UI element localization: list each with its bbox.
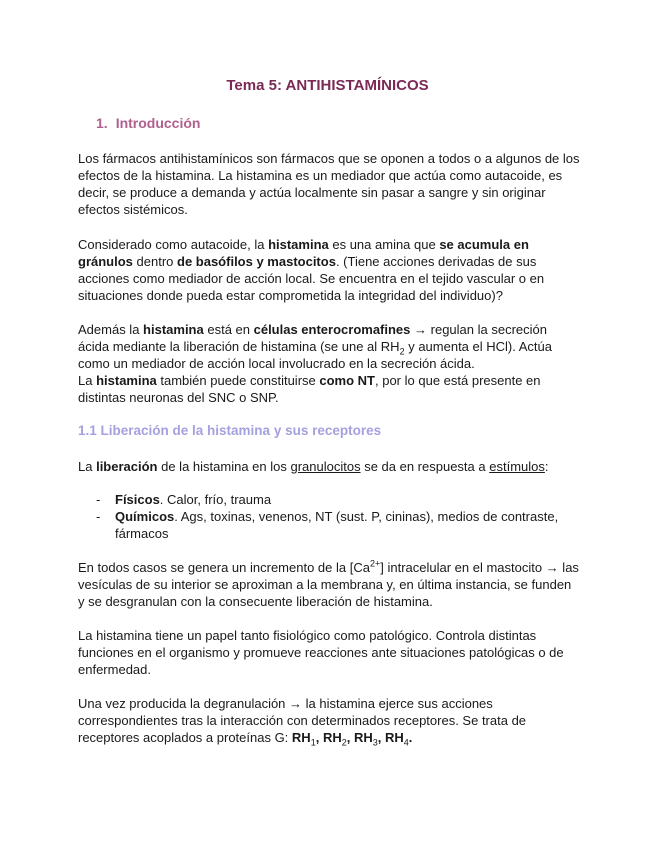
underlined-term: granulocitos	[290, 459, 361, 474]
paragraph-enterocromafines	[78, 321, 580, 406]
bold-term: células enterocromafines	[253, 322, 411, 337]
section-label: Introducción	[115, 115, 201, 131]
text-run: :	[544, 459, 549, 474]
text-run: ] intracelular en el mastocito → las vesículas de su interior se aproximan a la membrana y, en última instancia, se funden y se desgranulan con la consecuente liberación de histamina.	[78, 560, 579, 609]
bold-term: como NT	[319, 373, 375, 388]
text-run: dentro	[132, 254, 177, 269]
list-item	[96, 508, 582, 542]
receptor-label: RH	[353, 730, 373, 745]
paragraph-calcio	[78, 559, 580, 610]
bold-term: histamina	[143, 322, 204, 337]
separator: ,	[346, 730, 354, 745]
bold-term: se acumula en gránulos	[78, 237, 529, 269]
text-run: . Ags, toxinas, venenos, NT (sust. P, cininas), medios de contraste, fármacos	[115, 509, 559, 541]
separator: ,	[315, 730, 323, 745]
receptor-label: RH	[385, 730, 404, 745]
subscript: 2	[399, 346, 405, 357]
text-run: La	[78, 459, 97, 474]
text-run: Además la	[78, 322, 144, 337]
paragraph-papel: La histamina tiene un papel tanto fisiológico como patológico. Controla distintas funciones en el organismo y promueve reacciones ante situaciones patológicas o de enfermedad.	[78, 628, 564, 677]
text-run: se da en respuesta a	[360, 459, 490, 474]
section-heading-introduccion	[96, 115, 200, 131]
bold-term: histamina	[268, 237, 329, 252]
section-number: 1.	[96, 115, 108, 131]
bold-term: Químicos	[115, 509, 175, 524]
text-run: es una amina que	[328, 237, 440, 252]
text-run: está en	[203, 322, 254, 337]
document-title: Tema 5: ANTIHISTAMÍNICOS	[226, 77, 429, 94]
text-run: . Calor, frío, trauma	[159, 492, 272, 507]
subsection-heading: 1.1 Liberación de la histamina y sus receptores	[78, 423, 382, 438]
receptor-label: RH	[322, 730, 342, 745]
text-run: de la histamina en los	[157, 459, 291, 474]
text-run: La	[78, 373, 97, 388]
stimulus-list	[96, 491, 582, 542]
text-run: , por lo que está presente en distintas neuronas del SNC o SNP.	[78, 373, 541, 405]
receptor-label: RH	[291, 730, 311, 745]
paragraph-liberacion	[78, 458, 580, 475]
text-run: también puede constituirse	[156, 373, 320, 388]
list-dash: -	[96, 492, 101, 507]
separator: ,	[377, 730, 385, 745]
paragraph-autacoide	[78, 236, 580, 304]
text-run: Considerado como autacoide, la	[78, 237, 269, 252]
list-item	[96, 491, 582, 508]
paragraph-receptores	[78, 695, 580, 746]
text-run: Una vez producida la degranulación → la histamina ejerce sus acciones correspondientes tras la interacción con determinados receptores. Se trata de receptores acoplados a proteínas G:	[78, 696, 527, 745]
superscript: 2+	[369, 558, 381, 569]
bold-term: Físicos	[115, 492, 160, 507]
text-run: En todos casos se genera un incremento de la [Ca	[78, 560, 370, 575]
bold-term: histamina	[96, 373, 157, 388]
bold-term: de basófilos y mastocitos	[177, 254, 336, 269]
separator: .	[408, 730, 413, 745]
underlined-term: estímulos	[489, 459, 545, 474]
text-run: . (Tiene acciones derivadas de sus acciones como mediador de acción local. Se encuentra en el tejido vascular o en situaciones donde pueda estar comprometida la integridad del individuo)?	[78, 254, 545, 303]
subscript: 2	[341, 737, 347, 748]
subscript: 1	[310, 737, 316, 748]
text-run: → regulan la secreción ácida mediante la liberación de histamina (se une al RH	[78, 322, 547, 354]
subscript: 4	[403, 737, 409, 748]
subscript: 3	[372, 737, 378, 748]
text-run: y aumenta el HCl). Actúa como un mediador de acción local involucrado en la secreción ácida.	[78, 339, 552, 371]
paragraph-intro: Los fármacos antihistamínicos son fármacos que se oponen a todos o a algunos de los efectos de la histamina. La histamina es un mediador que actúa como autacoide, es decir, se produce a demanda y actúa localmente sin pasar a sangre y sin originar efectos sistémicos.	[78, 151, 580, 217]
list-dash: -	[96, 509, 101, 524]
bold-term: liberación	[96, 459, 158, 474]
